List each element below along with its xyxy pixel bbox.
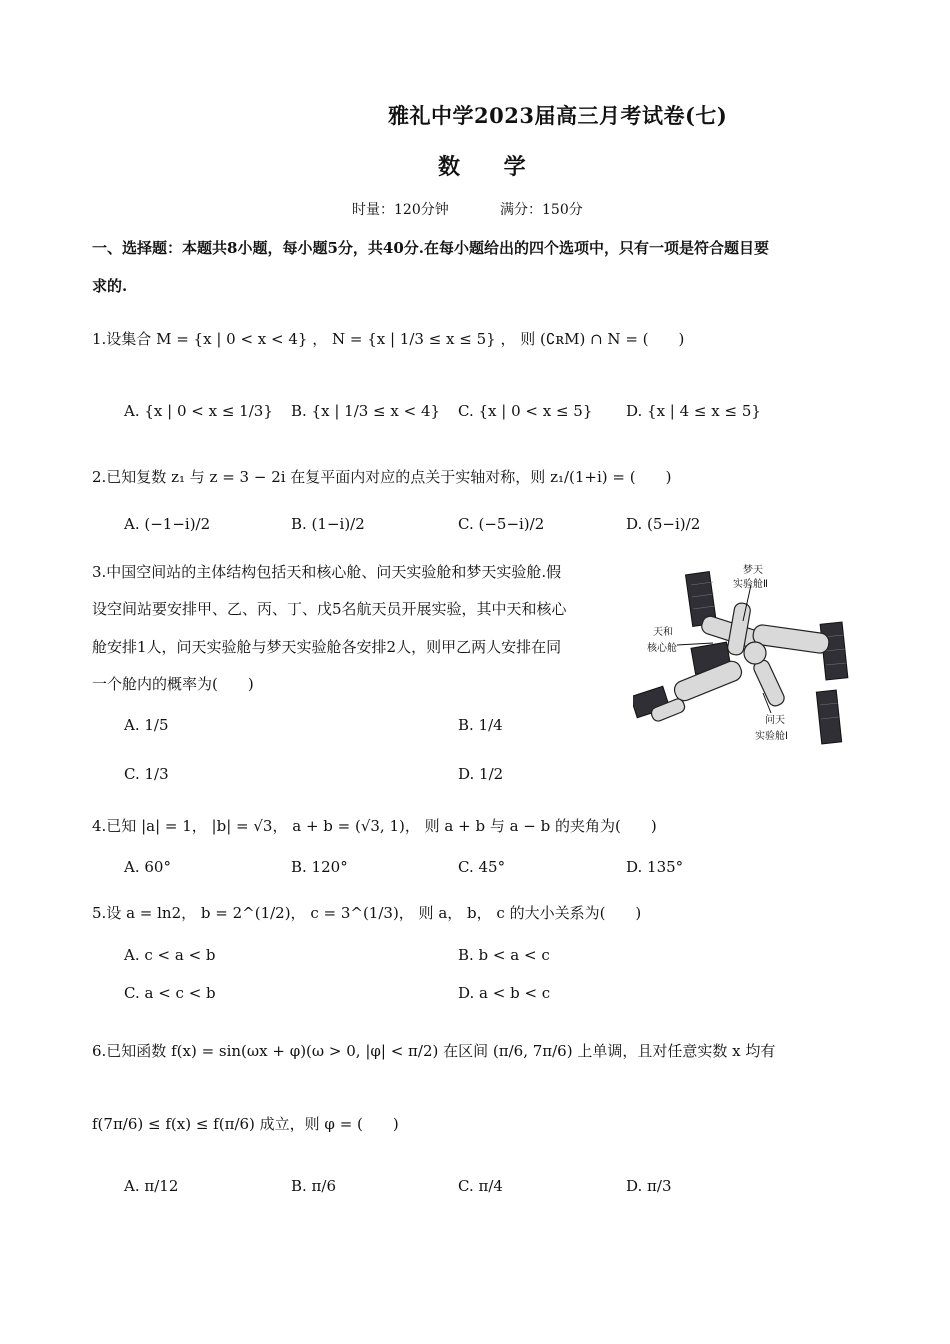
subject-title: 数 学 (438, 154, 544, 180)
label-tianhe-module: 核心舱 (647, 643, 677, 654)
section-heading-line1: 一、选择题：本题共8小题，每小题5分，共40分.在每小题给出的四个选项中，只有一项是符合题目要 (92, 239, 769, 257)
exam-title: 雅礼中学2023届高三月考试卷(七) (388, 103, 728, 128)
full-score: 满分：150分 (500, 202, 583, 218)
q3-stem-line3: 舱安排1人，问天实验舱与梦天实验舱各安排2人，则甲乙两人安排在同 (92, 638, 562, 656)
label-wentian: 问天 (765, 715, 785, 726)
q1-option-a: A. {x | 0 < x ≤ 1/3} (124, 402, 273, 420)
q3-stem-line4: 一个舱内的概率为( ) (92, 675, 254, 693)
time-limit: 时量：120分钟 (352, 202, 449, 218)
q2-option-d: D. (5−i)/2 (626, 515, 701, 533)
q5-option-c: C. a < c < b (124, 984, 216, 1002)
q2-option-c: C. (−5−i)/2 (458, 515, 545, 533)
q3-option-b: B. 1/4 (458, 716, 503, 734)
q3-option-a: A. 1/5 (124, 716, 169, 734)
q4-option-a: A. 60° (124, 858, 171, 876)
q1-option-b: B. {x | 1/3 ≤ x < 4} (291, 402, 441, 420)
q2-option-a: A. (−1−i)/2 (124, 515, 211, 533)
q6-option-b: B. π/6 (291, 1177, 337, 1195)
q3-option-c: C. 1/3 (124, 765, 169, 783)
q1-option-c: C. {x | 0 < x ≤ 5} (458, 402, 593, 420)
label-mengtian: 梦天 (743, 565, 763, 576)
q1-stem: 1.设集合 M = {x | 0 < x < 4} ， N = {x | 1/3 ≤ x ≤ 5} ， 则 (∁ʀM) ∩ N = ( ) (92, 330, 685, 348)
q5-option-b: B. b < a < c (458, 946, 550, 964)
q5-option-d: D. a < b < c (458, 984, 551, 1002)
q6-option-d: D. π/3 (626, 1177, 672, 1195)
space-station-figure (633, 563, 855, 748)
label-mengtian-module: 实验舱Ⅱ (733, 579, 768, 590)
q6-stem-line1: 6.已知函数 f(x) = sin(ωx + φ)(ω > 0, |φ| < π/2) 在区间 (π/6, 7π/6) 上单调，且对任意实数 x 均有 (92, 1042, 776, 1060)
q3-stem-line2: 设空间站要安排甲、乙、丙、丁、戊5名航天员开展实验，其中天和核心 (92, 600, 567, 618)
space-station-illustration (633, 563, 855, 748)
q5-option-a: A. c < a < b (124, 946, 216, 964)
q4-option-c: C. 45° (458, 858, 506, 876)
q6-option-a: A. π/12 (124, 1177, 179, 1195)
q4-option-d: D. 135° (626, 858, 684, 876)
q6-stem-line2: f(7π/6) ≤ f(x) ≤ f(π/6) 成立，则 φ = ( ) (92, 1115, 399, 1133)
q3-option-d: D. 1/2 (458, 765, 504, 783)
q2-option-b: B. (1−i)/2 (291, 515, 365, 533)
q4-stem: 4.已知 |a| = 1， |b| = √3， a + b = (√3, 1)， 则 a + b 与 a − b 的夹角为( ) (92, 817, 657, 835)
q2-stem: 2.已知复数 z₁ 与 z = 3 − 2i 在复平面内对应的点关于实轴对称，则 z₁/(1+i) = ( ) (92, 468, 672, 486)
q5-stem: 5.设 a = ln2， b = 2^(1/2)， c = 3^(1/3)， 则 a， b， c 的大小关系为( ) (92, 904, 642, 922)
section-heading-line2: 求的. (92, 277, 128, 295)
label-tianhe: 天和 (653, 627, 673, 638)
q4-option-b: B. 120° (291, 858, 348, 876)
q1-option-d: D. {x | 4 ≤ x ≤ 5} (626, 402, 761, 420)
label-wentian-module: 实验舱Ⅰ (755, 731, 788, 742)
q6-option-c: C. π/4 (458, 1177, 503, 1195)
q3-stem-line1: 3.中国空间站的主体结构包括天和核心舱、问天实验舱和梦天实验舱.假 (92, 563, 562, 581)
